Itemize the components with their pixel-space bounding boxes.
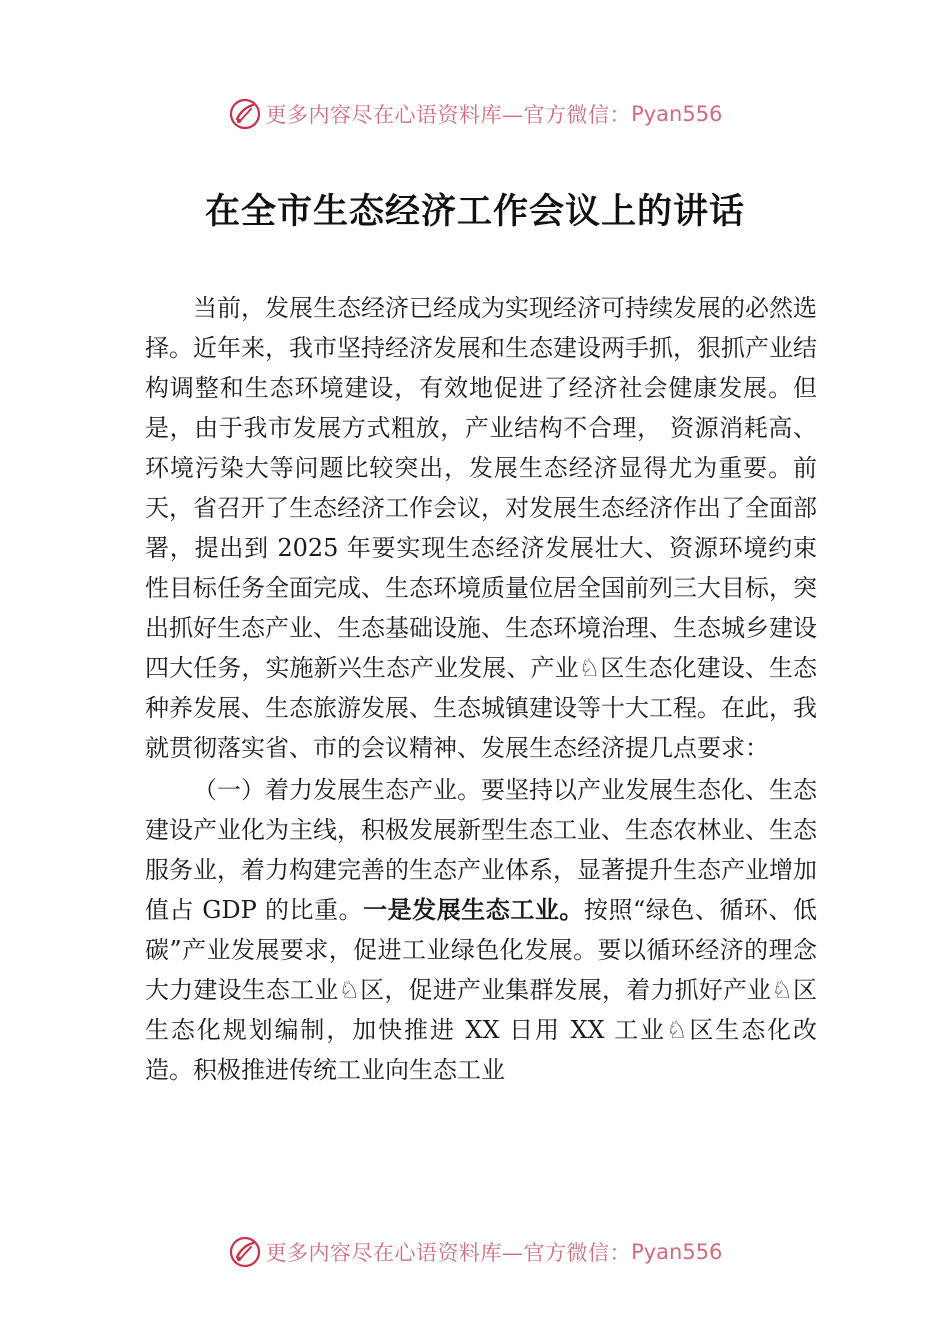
banner-wechat-id: Pyan556 xyxy=(631,1240,723,1264)
banner-text: 更多内容尽在心语资料库—官方微信： xyxy=(265,103,632,127)
section-1-bold-heading: 一是发展生态工业。 xyxy=(363,896,584,924)
banner-text: 更多内容尽在心语资料库—官方微信： xyxy=(265,1241,632,1265)
section-1-text-b: 按照“绿色、循环、低碳”产业发展要求，促进工业绿色化发展。要以循环经济的理念大力建设生态工业♘区，促进产业集群发展，着力抓好产业♘区生态化规划编制，加快推进 XX 日用 XX 工业♘区生态化改造。积极推进传统工业向生态工业 xyxy=(145,896,817,1084)
paragraph-section-1 xyxy=(145,770,817,1090)
writing-hand-seal-icon xyxy=(228,1235,262,1269)
document-body xyxy=(145,288,817,1090)
paragraph-intro: 当前，发展生态经济已经成为实现经济可持续发展的必然选择。近年来，我市坚持经济发展和生态建设两手抓，狠抓产业结构调整和生态环境建设，有效地促进了经济社会健康发展。但是，由于我市发展方式粗放，产业结构不合理， 资源消耗高、环境污染大等问题比较突出，发展生态经济显得尤为重要。前天，省召开了生态经济工作会议，对发展生态经济作出了全面部署，提出到 2025 年要实现生态经济发展壮大、资源环境约束性目标任务全面完成、生态环境质量位居全国前列三大目标，突出抓好生态产业、生态基础设施、生态环境治理、生态城乡建设四大任务，实施新兴生态产业发展、产业♘区生态化建设、生态种养发展、生态旅游发展、生态城镇建设等十大工程。在此，我就贯彻落实省、市的会议精神、发展生态经济提几点要求： xyxy=(145,294,817,762)
document-title: 在全市生态经济工作会议上的讲话 xyxy=(204,191,745,232)
banner-wechat-id: Pyan556 xyxy=(631,102,723,126)
section-1-text-a: （一）着力发展生态产业。要坚持以产业发展生态化、生态建设产业化为主线，积极发展新型生态工业、生态农林业、生态服务业，着力构建完善的生态产业体系，显著提升生态产业增加值占 GDP 的比重。 xyxy=(145,776,817,924)
footer-banner xyxy=(0,1232,950,1272)
header-banner xyxy=(0,94,950,134)
writing-hand-seal-icon xyxy=(228,97,262,131)
